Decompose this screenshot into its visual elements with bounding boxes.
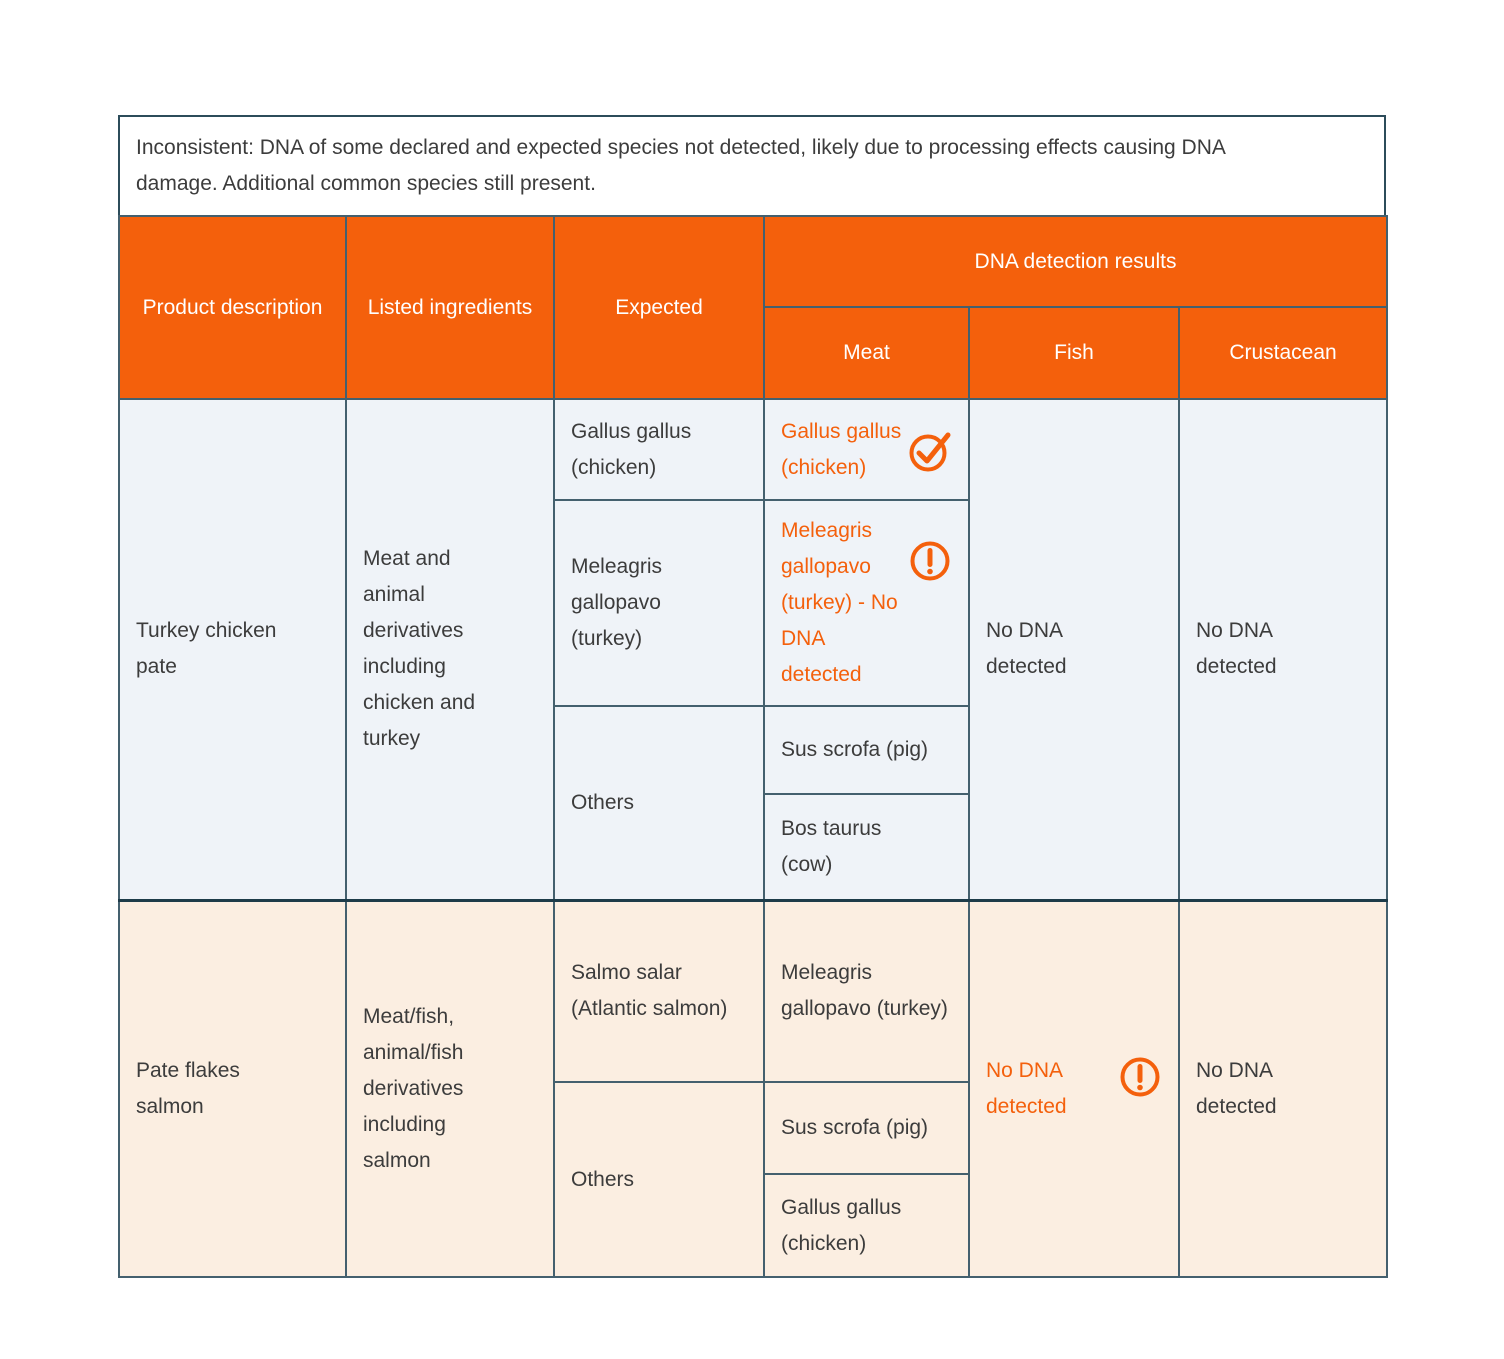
expected-species: Meleagris gallopavo (turkey)	[571, 555, 663, 650]
detected-species: Bos taurus (cow)	[781, 816, 882, 876]
table-row	[119, 900, 1387, 1082]
cell-crustacean-result-salmon-pate	[1179, 900, 1387, 1277]
cell-meat-turkey-salmon-pate	[764, 900, 969, 1082]
cell-meat-chicken-detected	[764, 399, 969, 500]
detected-species: Meleagris gallopavo (turkey)	[781, 961, 948, 1021]
ingredients-text: Meat/fish, animal/fish derivatives including salmon	[363, 1004, 464, 1172]
cell-fish-result-salmon-pate	[969, 900, 1179, 1277]
detected-species: Sus scrofa (pig)	[781, 1116, 929, 1139]
detected-species: Gallus gallus (chicken)	[781, 419, 902, 479]
expected-species: Others	[571, 790, 635, 814]
ingredients-text: Meat and animal derivatives including chicken and turkey	[363, 547, 476, 751]
cell-product-pate-flakes-salmon	[119, 900, 346, 1277]
table-row	[119, 399, 1387, 500]
alert-circle-icon	[1118, 1055, 1162, 1099]
column-header-meat: Meat	[764, 307, 969, 399]
column-header-listed-ingredients: Listed ingredients	[346, 216, 554, 399]
cell-fish-result-turkey-pate	[969, 399, 1179, 900]
fish-result: No DNA detected	[986, 1058, 1067, 1118]
expected-species: Others	[571, 1167, 635, 1191]
expected-species: Salmo salar (Atlantic salmon)	[571, 961, 728, 1021]
cell-expected-turkey	[554, 500, 764, 706]
cell-ingredients-pate-flakes-salmon	[346, 900, 554, 1277]
cell-ingredients-turkey-chicken-pate	[346, 399, 554, 900]
crustacean-result: No DNA detected	[1196, 619, 1277, 679]
expected-species: Gallus gallus (chicken)	[571, 419, 692, 479]
cell-expected-salmon	[554, 900, 764, 1082]
detected-species: Sus scrofa (pig)	[781, 738, 929, 761]
not-detected-species: Meleagris gallopavo (turkey) - No DNA detected	[781, 519, 898, 686]
cell-meat-cow	[764, 794, 969, 900]
inconsistency-note-text: Inconsistent: DNA of some declared and expected species not detected, likely due to processing effects causing DNA damage. Additional common species still present.	[136, 136, 1225, 195]
cell-meat-pig-salmon-pate	[764, 1082, 969, 1174]
column-header-expected: Expected	[554, 216, 764, 399]
inconsistency-note	[118, 115, 1386, 215]
cell-expected-others-salmon-pate	[554, 1082, 764, 1277]
check-circle-icon	[908, 428, 952, 472]
column-header-crustacean: Crustacean	[1179, 307, 1387, 399]
column-header-product-description: Product description	[119, 216, 346, 399]
column-header-dna-detection-results: DNA detection results	[764, 216, 1387, 307]
cell-product-turkey-chicken-pate	[119, 399, 346, 900]
product-name: Pate flakes salmon	[136, 1058, 240, 1118]
crustacean-result: No DNA detected	[1196, 1058, 1277, 1118]
cell-expected-chicken	[554, 399, 764, 500]
dna-detection-table	[118, 215, 1388, 1278]
cell-meat-pig	[764, 706, 969, 794]
product-name: Turkey chicken pate	[136, 619, 277, 679]
cell-expected-others-turkey-pate	[554, 706, 764, 900]
detected-species: Gallus gallus (chicken)	[781, 1195, 902, 1255]
cell-meat-turkey-not-detected	[764, 500, 969, 706]
results-table-figure	[118, 115, 1386, 1278]
alert-circle-icon	[908, 539, 952, 583]
column-header-fish: Fish	[969, 307, 1179, 399]
cell-meat-chicken-salmon-pate	[764, 1174, 969, 1277]
cell-crustacean-result-turkey-pate	[1179, 399, 1387, 900]
fish-result: No DNA detected	[986, 619, 1067, 679]
